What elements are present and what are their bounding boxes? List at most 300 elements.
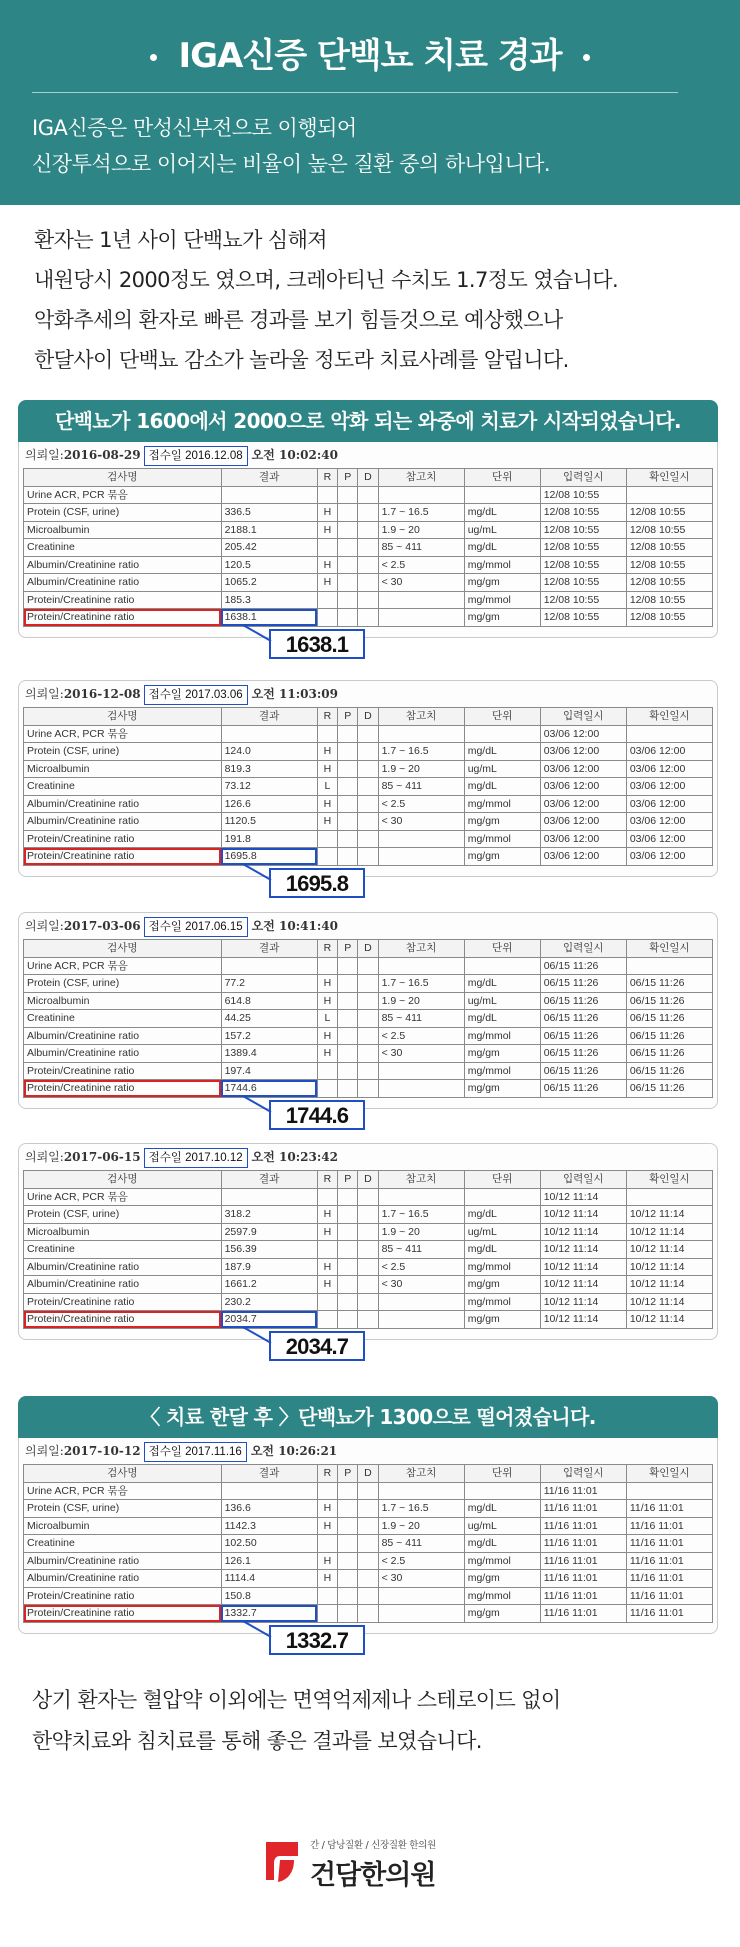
- flag-p: [338, 591, 358, 609]
- flag-d: [358, 1311, 378, 1329]
- flag-p: [338, 957, 358, 975]
- flag-r: [317, 539, 337, 557]
- lab-report-card: [18, 1438, 718, 1653]
- test-name: Albumin/Creatinine ratio: [24, 813, 222, 831]
- test-name: Albumin/Creatinine ratio: [24, 1570, 222, 1588]
- flag-d: [358, 1080, 378, 1098]
- confirmed-time: 12/08 10:55: [626, 574, 712, 592]
- flag-p: [338, 1587, 358, 1605]
- lab-report-card: [18, 680, 718, 896]
- test-name: Protein (CSF, urine): [24, 504, 222, 522]
- entered-time: 03/06 12:00: [540, 725, 626, 743]
- test-name: Creatinine: [24, 539, 222, 557]
- column-header: 단위: [464, 469, 540, 487]
- unit: mg/gm: [464, 1570, 540, 1588]
- flag-p: [338, 1045, 358, 1063]
- result-value: 614.8: [221, 992, 317, 1010]
- flag-r: [317, 1311, 337, 1329]
- table-row: [24, 609, 713, 627]
- subtitle-line: 신장투석으로 이어지는 비율이 높은 질환 중의 하나입니다.: [32, 152, 551, 176]
- unit: mg/mmol: [464, 1062, 540, 1080]
- column-header: R: [317, 940, 337, 958]
- unit: mg/mmol: [464, 1293, 540, 1311]
- flag-p: [338, 848, 358, 866]
- flag-r: [317, 1482, 337, 1500]
- subtitle-line: IGA신증은 만성신부전으로 이행되어: [32, 116, 357, 140]
- table-row: [24, 743, 713, 761]
- table-row: [24, 1293, 713, 1311]
- table-row: [24, 1188, 713, 1206]
- table-row: [24, 725, 713, 743]
- result-value: [221, 1482, 317, 1500]
- unit: mg/mmol: [464, 1552, 540, 1570]
- column-header: 참고치: [378, 469, 464, 487]
- flag-p: [338, 778, 358, 796]
- result-value: 102.50: [221, 1535, 317, 1553]
- page-title-text: IGA신증 단백뇨 치료 경과: [178, 36, 562, 76]
- result-value: 1695.8: [221, 848, 317, 866]
- table-row: [24, 778, 713, 796]
- flag-r: H: [317, 1258, 337, 1276]
- test-name: Urine ACR, PCR 묶음: [24, 1482, 222, 1500]
- confirmed-time: [626, 725, 712, 743]
- result-value: 73.12: [221, 778, 317, 796]
- flag-p: [338, 1188, 358, 1206]
- table-row: [24, 574, 713, 592]
- flag-r: H: [317, 975, 337, 993]
- reference-range: [378, 1605, 464, 1623]
- request-date: 2017-03-06: [63, 919, 141, 933]
- entered-time: 11/16 11:01: [540, 1552, 626, 1570]
- reference-range: 1.9 ~ 20: [378, 521, 464, 539]
- flag-p: [338, 743, 358, 761]
- flag-p: [338, 556, 358, 574]
- table-header-row: [24, 1171, 713, 1189]
- flag-p: [338, 574, 358, 592]
- table-header-row: [24, 940, 713, 958]
- entered-time: 06/15 11:26: [540, 1062, 626, 1080]
- entered-time: 10/12 11:14: [540, 1223, 626, 1241]
- flag-r: H: [317, 992, 337, 1010]
- entered-time: 03/06 12:00: [540, 743, 626, 761]
- flag-r: H: [317, 1552, 337, 1570]
- result-value: 318.2: [221, 1206, 317, 1224]
- test-name: Creatinine: [24, 1241, 222, 1259]
- flag-r: H: [317, 1517, 337, 1535]
- flag-d: [358, 778, 378, 796]
- reference-range: [378, 1293, 464, 1311]
- result-value: 1389.4: [221, 1045, 317, 1063]
- column-header: P: [338, 708, 358, 726]
- reference-range: < 30: [378, 574, 464, 592]
- result-value: 77.2: [221, 975, 317, 993]
- reference-range: < 30: [378, 1045, 464, 1063]
- flag-p: [338, 992, 358, 1010]
- flag-r: H: [317, 1027, 337, 1045]
- table-header-row: [24, 1465, 713, 1483]
- unit: mg/dL: [464, 1010, 540, 1028]
- highlighted-value-callout: 1638.1: [269, 629, 365, 659]
- reference-range: [378, 591, 464, 609]
- reference-range: 1.7 ~ 16.5: [378, 1206, 464, 1224]
- table-row: [24, 1482, 713, 1500]
- flag-p: [338, 609, 358, 627]
- test-name: Protein/Creatinine ratio: [24, 1293, 222, 1311]
- callout-connector-line: [241, 1094, 301, 1114]
- table-header-row: [24, 469, 713, 487]
- unit: mg/mmol: [464, 795, 540, 813]
- table-row: [24, 1062, 713, 1080]
- flag-p: [338, 521, 358, 539]
- unit: mg/dL: [464, 539, 540, 557]
- table-row: [24, 1080, 713, 1098]
- flag-d: [358, 609, 378, 627]
- unit: mg/mmol: [464, 591, 540, 609]
- test-name: Protein (CSF, urine): [24, 1206, 222, 1224]
- highlighted-value-callout: 1744.6: [269, 1100, 365, 1130]
- result-value: 150.8: [221, 1587, 317, 1605]
- confirmed-time: 10/12 11:14: [626, 1206, 712, 1224]
- request-label: 의뢰일:: [25, 687, 64, 701]
- flag-r: [317, 1587, 337, 1605]
- received-time: 오전 11:03:09: [251, 687, 338, 701]
- confirmed-time: 11/16 11:01: [626, 1570, 712, 1588]
- confirmed-time: 10/12 11:14: [626, 1311, 712, 1329]
- confirmed-time: 12/08 10:55: [626, 504, 712, 522]
- intro-line: 한달사이 단백뇨 감소가 놀라울 정도라 치료사례를 알립니다.: [34, 348, 569, 372]
- received-time: 오전 10:41:40: [251, 919, 338, 933]
- flag-d: [358, 760, 378, 778]
- unit: mg/mmol: [464, 1587, 540, 1605]
- confirmed-time: 12/08 10:55: [626, 609, 712, 627]
- result-value: [221, 486, 317, 504]
- header-banner: [0, 0, 740, 205]
- column-header: 입력일시: [540, 1465, 626, 1483]
- confirmed-time: 06/15 11:26: [626, 1080, 712, 1098]
- flag-d: [358, 1552, 378, 1570]
- unit: mg/gm: [464, 574, 540, 592]
- test-name: Protein/Creatinine ratio: [24, 1062, 222, 1080]
- confirmed-time: 12/08 10:55: [626, 539, 712, 557]
- flag-r: [317, 591, 337, 609]
- table-row: [24, 1206, 713, 1224]
- test-name: Albumin/Creatinine ratio: [24, 1045, 222, 1063]
- test-name: Microalbumin: [24, 992, 222, 1010]
- reference-range: < 2.5: [378, 1258, 464, 1276]
- received-date-box: 접수일 2017.10.12: [144, 1148, 248, 1168]
- result-value: 126.1: [221, 1552, 317, 1570]
- flag-r: L: [317, 1010, 337, 1028]
- received-date-box: 접수일 2016.12.08: [144, 446, 248, 466]
- flag-d: [358, 1062, 378, 1080]
- flag-d: [358, 1482, 378, 1500]
- test-name: Protein (CSF, urine): [24, 743, 222, 761]
- flag-r: H: [317, 760, 337, 778]
- flag-p: [338, 1605, 358, 1623]
- flag-r: [317, 486, 337, 504]
- entered-time: 12/08 10:55: [540, 504, 626, 522]
- entered-time: 10/12 11:14: [540, 1241, 626, 1259]
- flag-d: [358, 1587, 378, 1605]
- table-row: [24, 975, 713, 993]
- entered-time: 10/12 11:14: [540, 1258, 626, 1276]
- flag-d: [358, 992, 378, 1010]
- report-header: [19, 442, 717, 468]
- intro-line: 내원당시 2000정도 였으며, 크레아티닌 수치도 1.7정도 였습니다.: [34, 268, 619, 292]
- test-name: Protein (CSF, urine): [24, 975, 222, 993]
- flag-d: [358, 1258, 378, 1276]
- table-row: [24, 1570, 713, 1588]
- result-value: [221, 957, 317, 975]
- test-name: Urine ACR, PCR 묶음: [24, 486, 222, 504]
- flag-r: H: [317, 574, 337, 592]
- flag-p: [338, 1258, 358, 1276]
- column-header: P: [338, 940, 358, 958]
- column-header: D: [358, 708, 378, 726]
- flag-d: [358, 725, 378, 743]
- column-header: 참고치: [378, 708, 464, 726]
- flag-p: [338, 725, 358, 743]
- entered-time: 06/15 11:26: [540, 1010, 626, 1028]
- reference-range: [378, 1062, 464, 1080]
- confirmed-time: 03/06 12:00: [626, 830, 712, 848]
- test-name: Albumin/Creatinine ratio: [24, 1552, 222, 1570]
- entered-time: 06/15 11:26: [540, 975, 626, 993]
- confirmed-time: 03/06 12:00: [626, 778, 712, 796]
- result-value: 2034.7: [221, 1311, 317, 1329]
- unit: [464, 725, 540, 743]
- flag-p: [338, 1010, 358, 1028]
- table-row: [24, 1552, 713, 1570]
- result-value: 191.8: [221, 830, 317, 848]
- result-value: 1661.2: [221, 1276, 317, 1294]
- result-value: [221, 725, 317, 743]
- confirmed-time: 11/16 11:01: [626, 1535, 712, 1553]
- test-name: Albumin/Creatinine ratio: [24, 795, 222, 813]
- reference-range: [378, 830, 464, 848]
- flag-p: [338, 1517, 358, 1535]
- received-time: 오전 10:02:40: [251, 448, 338, 462]
- column-header: 확인일시: [626, 940, 712, 958]
- flag-d: [358, 830, 378, 848]
- test-name: Microalbumin: [24, 1223, 222, 1241]
- unit: mg/dL: [464, 778, 540, 796]
- column-header: 결과: [221, 1465, 317, 1483]
- flag-p: [338, 1062, 358, 1080]
- test-name: Albumin/Creatinine ratio: [24, 1276, 222, 1294]
- reference-range: 85 ~ 411: [378, 1010, 464, 1028]
- report-header: [19, 1438, 717, 1464]
- column-header: 결과: [221, 940, 317, 958]
- entered-time: 06/15 11:26: [540, 1045, 626, 1063]
- bullet-dot-icon: [583, 54, 590, 61]
- entered-time: 10/12 11:14: [540, 1206, 626, 1224]
- reference-range: [378, 1080, 464, 1098]
- table-row: [24, 760, 713, 778]
- confirmed-time: 12/08 10:55: [626, 556, 712, 574]
- column-header: R: [317, 1465, 337, 1483]
- result-value: 230.2: [221, 1293, 317, 1311]
- flag-d: [358, 539, 378, 557]
- test-name: Creatinine: [24, 778, 222, 796]
- confirmed-time: [626, 486, 712, 504]
- flag-r: [317, 1535, 337, 1553]
- reference-range: 1.7 ~ 16.5: [378, 743, 464, 761]
- unit: mg/dL: [464, 1241, 540, 1259]
- test-name: Protein/Creatinine ratio: [24, 830, 222, 848]
- callout-connector-line: [241, 1325, 301, 1345]
- highlighted-value-callout: 1332.7: [269, 1625, 365, 1655]
- flag-p: [338, 1027, 358, 1045]
- flag-d: [358, 1206, 378, 1224]
- entered-time: 10/12 11:14: [540, 1276, 626, 1294]
- result-value: 185.3: [221, 591, 317, 609]
- column-header: P: [338, 469, 358, 487]
- test-name: Microalbumin: [24, 760, 222, 778]
- table-row: [24, 1517, 713, 1535]
- confirmed-time: 06/15 11:26: [626, 1045, 712, 1063]
- clinic-name: 건담한의원: [310, 1860, 436, 1891]
- table-row: [24, 848, 713, 866]
- confirmed-time: 11/16 11:01: [626, 1587, 712, 1605]
- flag-p: [338, 486, 358, 504]
- entered-time: 10/12 11:14: [540, 1188, 626, 1206]
- flag-p: [338, 813, 358, 831]
- entered-time: 10/12 11:14: [540, 1293, 626, 1311]
- column-header: 확인일시: [626, 1171, 712, 1189]
- unit: mg/gm: [464, 1605, 540, 1623]
- result-value: 2597.9: [221, 1223, 317, 1241]
- entered-time: 06/15 11:26: [540, 1027, 626, 1045]
- flag-r: H: [317, 1223, 337, 1241]
- column-header: 입력일시: [540, 940, 626, 958]
- unit: mg/gm: [464, 1045, 540, 1063]
- report-header: [19, 913, 717, 939]
- flag-p: [338, 1311, 358, 1329]
- confirmed-time: 06/15 11:26: [626, 992, 712, 1010]
- test-name: Protein/Creatinine ratio: [24, 1080, 222, 1098]
- reference-range: [378, 609, 464, 627]
- table-row: [24, 1276, 713, 1294]
- reference-range: 85 ~ 411: [378, 1535, 464, 1553]
- received-date-box: 접수일 2017.06.15: [144, 917, 248, 937]
- intro-text: [34, 220, 618, 380]
- flag-d: [358, 957, 378, 975]
- table-row: [24, 486, 713, 504]
- flag-p: [338, 539, 358, 557]
- request-date: 2017-06-15: [63, 1150, 141, 1164]
- flag-r: [317, 848, 337, 866]
- report-header: [19, 1144, 717, 1170]
- highlighted-value-callout: 1695.8: [269, 868, 365, 898]
- flag-r: H: [317, 795, 337, 813]
- unit: mg/mmol: [464, 1027, 540, 1045]
- clinic-tagline: 간 / 담낭질환 / 신장질환 한의원: [310, 1840, 436, 1851]
- received-date-box: 접수일 2017.03.06: [144, 685, 248, 705]
- flag-p: [338, 830, 358, 848]
- request-label: 의뢰일:: [25, 448, 64, 462]
- flag-d: [358, 848, 378, 866]
- entered-time: 06/15 11:26: [540, 957, 626, 975]
- lab-report-card: [18, 912, 718, 1128]
- unit: mg/gm: [464, 1276, 540, 1294]
- result-value: 1638.1: [221, 609, 317, 627]
- flag-d: [358, 1293, 378, 1311]
- request-label: 의뢰일:: [25, 919, 64, 933]
- confirmed-time: 12/08 10:55: [626, 521, 712, 539]
- test-name: Urine ACR, PCR 묶음: [24, 1188, 222, 1206]
- reference-range: < 2.5: [378, 1027, 464, 1045]
- lab-results-table: [23, 707, 713, 866]
- reference-range: [378, 848, 464, 866]
- column-header: 확인일시: [626, 469, 712, 487]
- section-banner-before: 단백뇨가 1600에서 2000으로 악화 되는 와중에 치료가 시작되었습니다.: [18, 400, 718, 442]
- column-header: 입력일시: [540, 708, 626, 726]
- flag-p: [338, 504, 358, 522]
- entered-time: 03/06 12:00: [540, 830, 626, 848]
- confirmed-time: 03/06 12:00: [626, 848, 712, 866]
- outro-line: 상기 환자는 혈압약 이외에는 면역억제제나 스테로이드 없이: [32, 1688, 561, 1712]
- flag-d: [358, 556, 378, 574]
- result-value: 1332.7: [221, 1605, 317, 1623]
- flag-p: [338, 1293, 358, 1311]
- reference-range: 1.9 ~ 20: [378, 1517, 464, 1535]
- flag-d: [358, 1045, 378, 1063]
- confirmed-time: 10/12 11:14: [626, 1258, 712, 1276]
- entered-time: 12/08 10:55: [540, 556, 626, 574]
- test-name: Albumin/Creatinine ratio: [24, 556, 222, 574]
- confirmed-time: [626, 1482, 712, 1500]
- reference-range: 85 ~ 411: [378, 539, 464, 557]
- entered-time: 12/08 10:55: [540, 609, 626, 627]
- confirmed-time: 06/15 11:26: [626, 1027, 712, 1045]
- reference-range: < 30: [378, 1570, 464, 1588]
- flag-d: [358, 504, 378, 522]
- unit: mg/gm: [464, 609, 540, 627]
- test-name: Albumin/Creatinine ratio: [24, 1027, 222, 1045]
- result-value: 1065.2: [221, 574, 317, 592]
- flag-r: H: [317, 813, 337, 831]
- header-subtitle: [32, 110, 550, 182]
- flag-p: [338, 760, 358, 778]
- bullet-dot-icon: [150, 54, 157, 61]
- column-header: P: [338, 1465, 358, 1483]
- test-name: Protein/Creatinine ratio: [24, 1587, 222, 1605]
- unit: mg/mmol: [464, 1258, 540, 1276]
- test-name: Creatinine: [24, 1010, 222, 1028]
- confirmed-time: 03/06 12:00: [626, 795, 712, 813]
- table-row: [24, 1223, 713, 1241]
- lab-report-card: [18, 442, 718, 657]
- unit: [464, 486, 540, 504]
- flag-d: [358, 1027, 378, 1045]
- table-row: [24, 591, 713, 609]
- test-name: Urine ACR, PCR 묶음: [24, 957, 222, 975]
- result-value: 197.4: [221, 1062, 317, 1080]
- table-row: [24, 539, 713, 557]
- confirmed-time: 10/12 11:14: [626, 1241, 712, 1259]
- entered-time: 03/06 12:00: [540, 760, 626, 778]
- flag-p: [338, 1482, 358, 1500]
- reference-range: [378, 1311, 464, 1329]
- result-value: 336.5: [221, 504, 317, 522]
- intro-line: 환자는 1년 사이 단백뇨가 심해져: [34, 228, 327, 252]
- flag-d: [358, 795, 378, 813]
- reference-range: 1.7 ~ 16.5: [378, 1500, 464, 1518]
- request-date: 2016-12-08: [63, 687, 141, 701]
- test-name: Albumin/Creatinine ratio: [24, 1258, 222, 1276]
- flag-p: [338, 1241, 358, 1259]
